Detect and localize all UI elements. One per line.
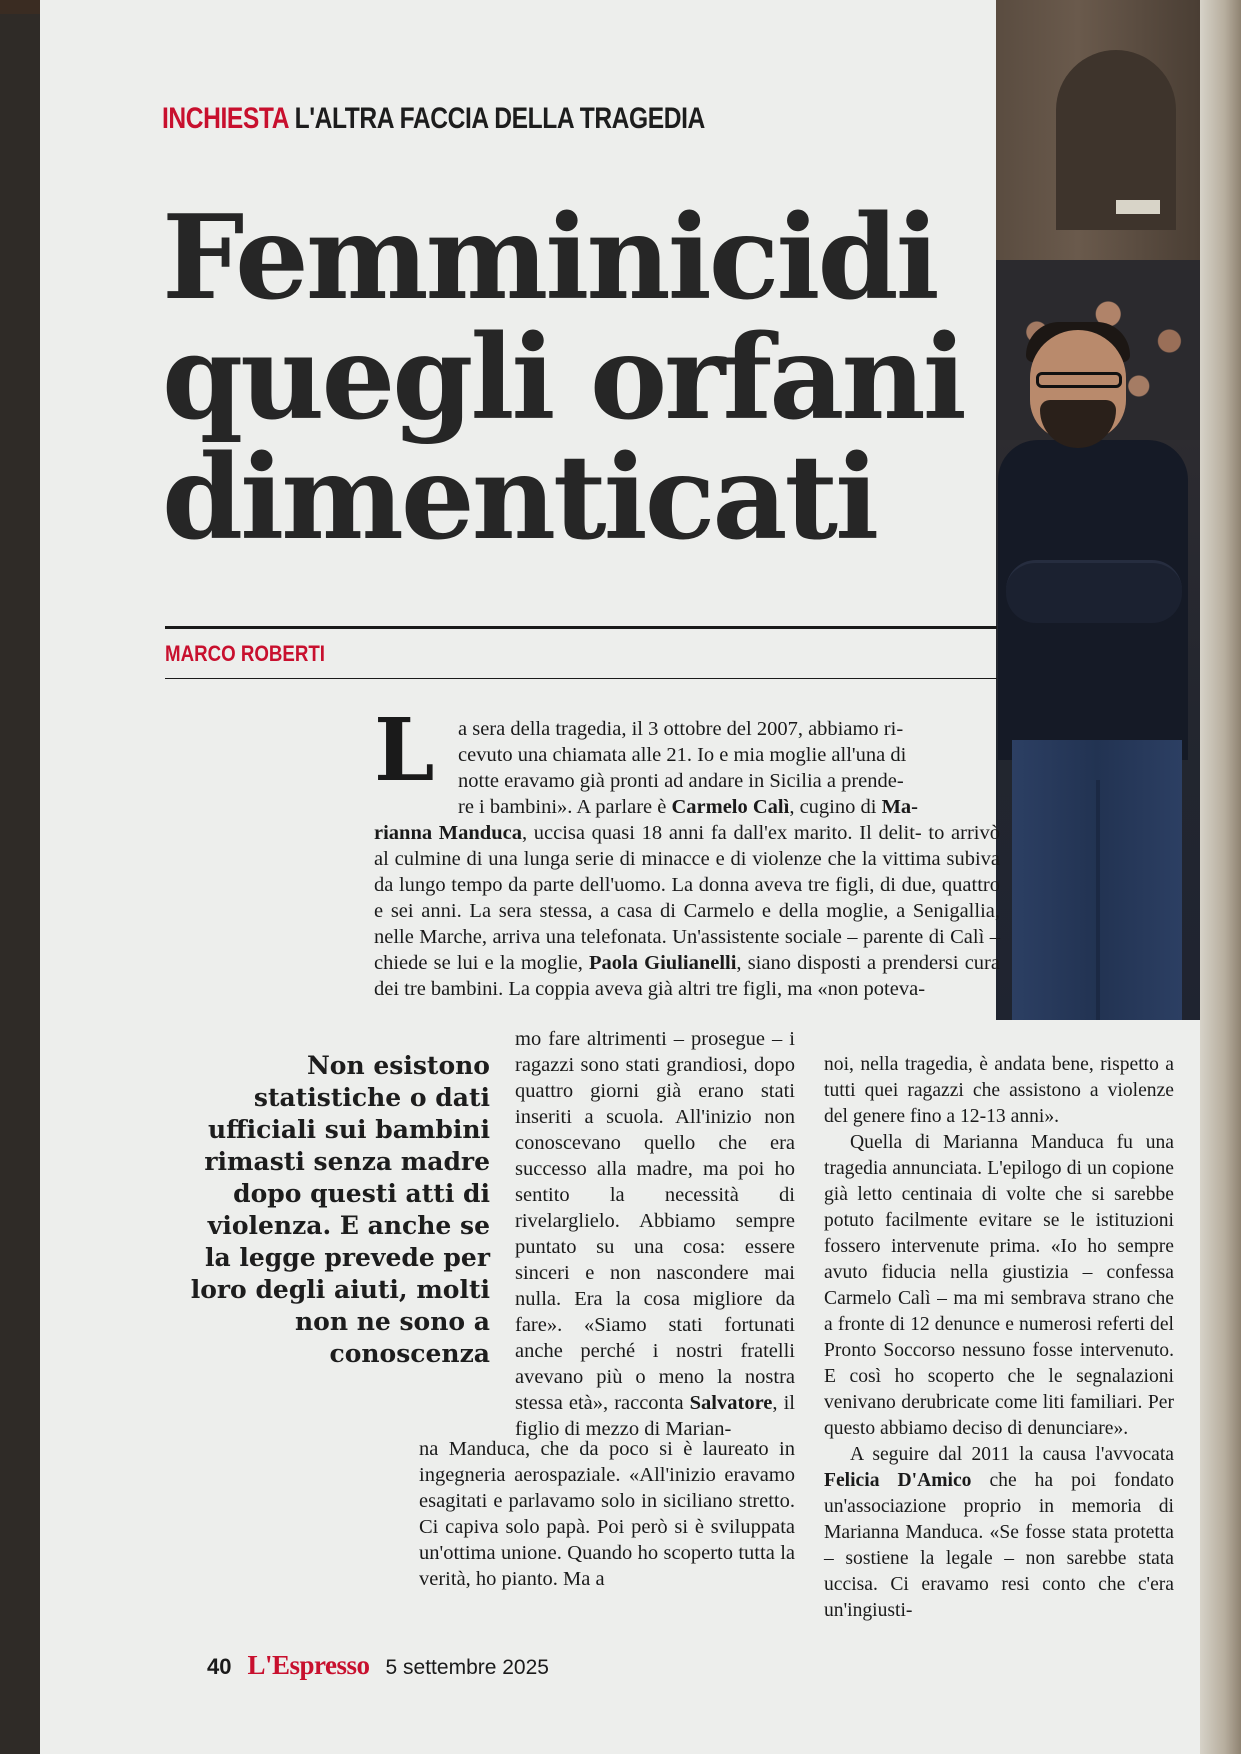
intro-line-4 xyxy=(374,794,1000,820)
byline: MARCO ROBERTI xyxy=(165,641,325,666)
section-title: L'ALTRA FACCIA DELLA TRAGEDIA xyxy=(294,102,705,135)
headline-line-2: quegli orfani xyxy=(162,310,964,446)
issue-date: 5 settembre 2025 xyxy=(385,1656,549,1679)
pull-quote: Non esistono statistiche o dati ufficiali sui bambini rimasti senza madre dopo questi atti di violenza. E anche se la legge prevede per loro degli aiuti, molti non ne sono a conoscenza xyxy=(190,1051,490,1368)
photo-glasses xyxy=(1036,372,1122,388)
page-footer xyxy=(207,1650,549,1681)
paragraph-1: noi, nella tragedia, è andata bene, rispetto a tutti quei ragazzi che assistono a violenze del genere fino a 12-13 anni». xyxy=(824,1054,1174,1127)
article-photo xyxy=(996,0,1200,1020)
intro-line-1: a sera della tragedia, il 3 ottobre del 2007, abbiamo ri- xyxy=(458,718,904,740)
paragraph-3 xyxy=(824,1442,1174,1624)
section-label: INCHIESTA xyxy=(162,102,289,135)
body-text: na Manduca, che da poco si è laureato in ingegneria aerospaziale. «All'inizio eravamo esagitati e parlavamo solo in siciliano stretto. Ci capiva solo papà. Poi però si è sviluppata un'ottima unione. Quando ho scoperto tutta la verità, ho pianto. Ma a xyxy=(419,1438,795,1590)
body-text: A seguire dal 2011 la causa l'avvocata xyxy=(850,1444,1174,1465)
person-name: rianna Manduca xyxy=(374,822,522,844)
page-edge xyxy=(1200,0,1241,1754)
intro-text: to arrivò al culmine di una lunga serie di minacce e di violenze che la vittima subiva da lungo tempo da parte dell'uomo. La donna aveva tre figli, di due, quattro e sei anni. La sera stessa, a casa di Carmelo e della moglie, a Senigallia, nelle Marche, arriva una telefonata. Un'assistente sociale – parente di Calì – chiede se lui e la moglie, xyxy=(374,822,1001,974)
photo-jeans xyxy=(1012,740,1182,1020)
body-text: mo fare altrimenti – prosegue – i ragazzi sono stati grandiosi, dopo quattro giorni già erano stati inseriti a scuola. All'inizio non conoscevano quello che era successo alla madre, ma poi ho sentito la necessità di rivelarglielo. Abbiamo sempre puntato su una cosa: essere sinceri e non nascondere mai nulla. Era la cosa migliore da fare». «Siamo stati fortunati anche perché i nostri fratelli avevano più o meno la nostra stessa età», racconta xyxy=(515,1028,795,1414)
body-text: che ha poi fondato un'associazione proprio in memoria di Marianna Manduca. «Se fosse stata protetta – sostiene la legale – non sarebbe stata uccisa. Ci eravamo resi conto che c'era un'ingiusti- xyxy=(824,1470,1174,1621)
intro-text: , cugino di xyxy=(789,796,882,818)
person-name: Ma- xyxy=(881,796,919,818)
drop-cap: L xyxy=(374,700,435,801)
intro-text: , siano disposti a prendersi cura dei tre bambini. La coppia aveva già altri tre figli, ma «non poteva- xyxy=(374,952,1000,1000)
intro-text: , uccisa quasi 18 anni fa dall'ex marito. Il delit- xyxy=(521,822,922,844)
person-name: Salvatore xyxy=(689,1392,773,1414)
magazine-page xyxy=(40,0,1200,1754)
headline xyxy=(162,190,1022,566)
headline-line-3: dimenticati xyxy=(162,430,877,566)
page-number: 40 xyxy=(207,1654,232,1679)
intro-text: re i bambini». A parlare è xyxy=(458,796,672,818)
column-2 xyxy=(515,1026,795,1442)
person-name: Felicia D'Amico xyxy=(824,1470,972,1491)
intro-line-2: cevuto una chiamata alle 21. Io e mia moglie all'una di xyxy=(458,744,907,766)
paragraph-2: Quella di Marianna Manduca fu una tragedia annunciata. L'epilogo di un copione già letto centinaia di volte che si sarebbe potuto facilmente evitare se le istituzioni fossero intervenute prima. «Io ho sempre avuto fiducia nella giustizia – confessa Carmelo Calì – ma mi sembrava strano che a fronte di 12 denunce e numerosi referti del Pronto Soccorso nessuno fosse intervenuto. E così ho scoperto che le segnalazioni venivano derubricate come liti familiari. Per questo abbiamo deciso di denunciare». xyxy=(824,1132,1174,1439)
intro-paragraph xyxy=(374,716,1000,1002)
magazine-logo: L'Espresso xyxy=(247,1650,370,1680)
section-kicker xyxy=(162,102,705,136)
intro-line-3: notte eravamo già pronti ad andare in Sicilia a prende- xyxy=(458,770,904,792)
photo-crossed-arms xyxy=(1006,560,1182,623)
body-text: , il figlio di mezzo di Marian- xyxy=(515,1392,795,1440)
person-name: Carmelo Calì xyxy=(671,796,790,818)
headline-line-1: Femminicidi xyxy=(162,190,937,326)
photo-street-sign xyxy=(1116,200,1160,214)
column-3 xyxy=(824,1052,1174,1624)
person-name: Paola Giulianelli xyxy=(589,952,737,974)
byline-rule xyxy=(165,678,997,679)
headline-rule xyxy=(165,626,997,629)
column-2-continued xyxy=(419,1436,795,1592)
